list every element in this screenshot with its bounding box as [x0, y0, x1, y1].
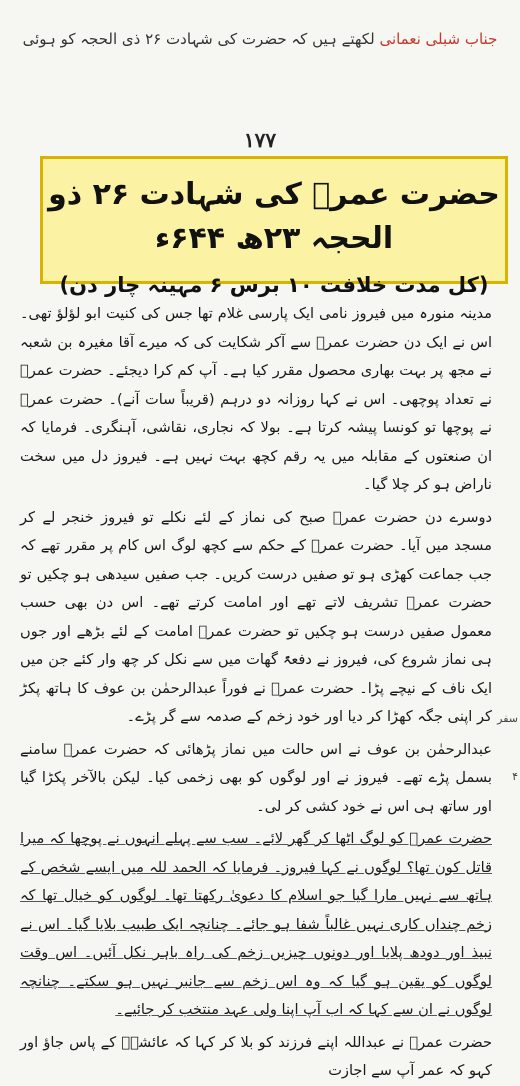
paragraph-2: دوسرے دن حضرت عمرؓ صبح کی نماز کے لئے نکلے تو فیروز خنجر لے کر مسجد میں آیا۔ حضرت عمرؓ کے حکم سے کچھ لوگ اس کام پر مقرر تھے کہ جب جماعت کھڑی ہو تو صفیں درست کریں۔ جب صفیں سیدھی ہو چکیں تو حضرت عمرؓ تشریف لاتے تھے اور امامت کرتے تھے۔ اس دن بھی حسب معمول صفیں درست ہو چکیں تو حضرت عمرؓ امامت کے لئے بڑھے اور جوں ہی نماز شروع کی، فیروز نے دفعۃً گھات میں سے نکل کر چھ وار کئے جن میں ایک ناف کے نیچے پڑا۔ حضرت عمرؓ نے فوراً عبدالرحمٰن بن عوف کا ہاتھ پکڑ کر اپنی جگہ کھڑا کر دیا اور خود زخم کے صدمہ سے گر پڑے۔: [20, 508, 492, 725]
paragraph-4: حضرت عمرؓ کو لوگ اٹھا کر گھر لائے۔ سب سے پہلے انہوں نے پوچھا کہ میرا قاتل کون تھا؟ لوگوں نے کہا فیروز۔ فرمایا کہ الحمد للہ میں ایسے شخص کے ہاتھ سے نہیں مارا گیا جو اسلام کا دعویٰ رکھتا تھا۔ لوگوں کو خیال تھا کہ زخم چنداں کاری نہیں غالباً شفا ہو جائے۔ چنانچہ ایک طبیب بلایا گیا۔ اس نے نبیذ اور دودھ پلایا اور دونوں چیزیں زخم کی راہ باہر نکل آئیں۔ اس وقت لوگوں کو یقین ہو گیا کہ وہ اس زخم سے جانبر نہیں ہو سکتے۔ چنانچہ لوگوں نے ان سے کہا کہ اب آپ اپنا ولی عہد منتخب کر جائیے۔: [20, 830, 492, 1018]
highlighted-heading: [40, 156, 508, 297]
margin-note: سفر: [497, 712, 518, 725]
heading-title: حضرت عمرؓ کی شہادت ۲۶ ذو الحجہ ۲۳ھ ۶۴۴ء: [48, 177, 500, 256]
caption-name: جناب شبلی نعمانی: [379, 30, 498, 48]
page-number: ۱۷۷: [243, 128, 277, 152]
paragraph-1: مدینہ منورہ میں فیروز نامی ایک پارسی غلام تھا جس کی کنیت ابو لؤلؤ تھی۔ اس نے ایک دن حضرت عمرؓ سے آکر شکایت کی کہ میرے آقا مغیرہ بن شعبہ نے مجھ پر بہت بھاری محصول مقرر کیا ہے۔ آپ کم کرا دیجئے۔ حضرت عمرؓ نے تعداد پوچھی۔ اس نے کہا روزانہ دو درہم (قریباً سات آنے)۔ حضرت عمرؓ نے پوچھا تو کونسا پیشہ کرتا ہے۔ بولا کہ نجاری، نقاشی، آہنگری۔ فرمایا کہ ان صنعتوں کے مقابلہ میں یہ رقم کچھ بہت نہیں ہے۔ فیروز دل میں سخت ناراض ہو کر چلا گیا۔: [20, 305, 492, 493]
paragraph-5: حضرت عمرؓ نے عبداللہ اپنے فرزند کو بلا کر کہا کہ عائشہؓ کے پاس جاؤ اور کہو کہ عمر آپ سے اجازت: [20, 1033, 492, 1079]
caption-text: لکھتے ہیں کہ حضرت کی شہادت ۲۶ ذی الحجہ کو ہوئی: [22, 30, 375, 48]
paragraph-3: عبدالرحمٰن بن عوف نے اس حالت میں نماز پڑھائی کہ حضرت عمرؓ سامنے بسمل پڑے تھے۔ فیروز نے اور لوگوں کو بھی زخمی کیا۔ لیکن بالآخر پکڑا گیا اور ساتھ ہی اس نے خود کشی کر لی۔: [20, 740, 492, 815]
margin-note: ۴: [512, 770, 518, 783]
heading-subtitle: (کل مدت خلافت ۱۰ برس ۶ مہینہ چار دن): [59, 273, 489, 297]
body-text: [20, 300, 492, 1086]
top-caption: [20, 30, 500, 48]
